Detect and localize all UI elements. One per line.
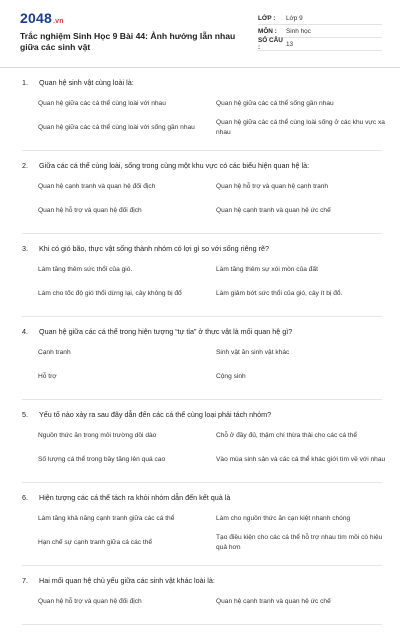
answer-option[interactable]: Quan hệ giữa các cá thể sống gần nhau [216, 100, 334, 107]
question-7 [22, 576, 382, 625]
logo-suffix: .vn [52, 18, 64, 25]
question-text: Giữa các cá thể cùng loài, sống trong cùng một khu vực có các biểu hiện quan hệ là: [39, 161, 310, 170]
question-3 [22, 244, 382, 317]
question-number: 2. [22, 161, 28, 170]
answer-option[interactable]: Làm tăng khả năng cạnh tranh giữa các cá thể [38, 515, 175, 522]
answer-option[interactable]: Cạnh tranh [38, 349, 71, 356]
answer-option[interactable]: Sinh vật ăn sinh vật khác [216, 349, 290, 356]
question-number: 4. [22, 327, 28, 336]
answer-option[interactable]: Chỗ ở đầy đủ, thậm chí thừa thải cho các cá thể [216, 432, 358, 439]
question-header [22, 244, 382, 254]
answer-option[interactable]: Quan hệ hỗ trợ và quan hệ đối địch [38, 598, 142, 605]
answer-options [38, 260, 382, 304]
answer-option[interactable]: Hỗ trợ [38, 373, 57, 380]
answer-option[interactable]: Làm cho tốc độ gió thổi dừng lại, cây không bị đổ [38, 290, 182, 297]
meta-row-grade [258, 12, 382, 25]
quiz-meta [258, 12, 382, 51]
meta-row-count [258, 38, 382, 51]
answer-option[interactable]: Hạn chế sự cạnh tranh giữa cá các thể [38, 539, 153, 546]
question-header [22, 78, 382, 88]
question-text: Hai mối quan hệ chủ yếu giữa các sinh vật khác loài là: [39, 576, 215, 585]
question-1 [22, 78, 385, 151]
answer-option[interactable]: Quan hệ giữa các cá thể cùng loài với nhau [38, 100, 166, 107]
question-4 [22, 327, 382, 400]
meta-key: SỐ CÂU : [258, 37, 283, 51]
question-number: 6. [22, 493, 28, 502]
meta-value: Sinh học [286, 27, 311, 35]
answer-options [38, 94, 385, 138]
question-number: 5. [22, 410, 28, 419]
answer-option[interactable]: Quan hệ hỗ trợ và quan hệ đối địch [38, 207, 142, 214]
logo-text: 2048 [20, 10, 52, 26]
meta-value: 13 [286, 40, 294, 48]
meta-key: MÔN : [258, 27, 277, 35]
answer-option[interactable]: Làm giảm bớt sức thổi của gió, cây ít bị đổ. [216, 290, 343, 297]
question-text: Quan hệ giữa các cá thể trong hiện tượng “tự tỉa” ở thực vật là mối quan hệ gì? [39, 327, 293, 336]
question-header [22, 493, 382, 503]
answer-option[interactable]: Quan hệ cạnh tranh và quan hệ đối địch [38, 183, 156, 190]
meta-key: LỚP : [258, 14, 276, 22]
question-header [22, 410, 382, 420]
question-number: 3. [22, 244, 28, 253]
page-title: Trắc nghiệm Sinh Học 9 Bài 44: Ảnh hưởng lẫn nhau giữa các sinh vật [20, 31, 236, 52]
answer-option[interactable]: Quan hệ cạnh tranh và quan hệ ức chế [216, 598, 331, 605]
answer-option[interactable]: Quan hệ cạnh tranh và quan hệ ức chế [216, 207, 331, 214]
question-text: Hiện tượng các cá thể tách ra khỏi nhóm dẫn đến kết quả là [39, 493, 231, 502]
answer-options [38, 177, 382, 221]
answer-option[interactable]: Làm tăng thêm sức thổi của gió. [38, 266, 133, 273]
answer-option[interactable]: Tạo điều kiện cho các cá thể hỗ trợ nhau tìm mồi có hiệu quả hơn [216, 534, 383, 551]
answer-option[interactable]: Làm tăng thêm sự xói mòn của đất [216, 266, 318, 273]
answer-options [38, 592, 382, 612]
question-header [22, 576, 382, 586]
page-header [0, 0, 400, 68]
question-list [0, 78, 400, 635]
answer-option[interactable]: Quan hệ hỗ trợ và quan hệ cạnh tranh [216, 183, 329, 190]
question-text: Yếu tố nào xảy ra sau đây dẫn đến các cá thể cùng loại phải tách nhóm? [39, 410, 272, 419]
answer-option[interactable]: Nguồn thức ăn trong môi trường dồi dào [38, 432, 157, 439]
question-5 [22, 410, 386, 483]
question-number: 1. [22, 78, 28, 87]
answer-options [38, 343, 382, 387]
answer-option[interactable]: Quan hệ giữa các cá thể cùng loài sống ở các khu vực xa nhau [216, 119, 385, 136]
question-header [22, 161, 382, 171]
question-text: Quan hệ sinh vật cùng loài là: [39, 78, 134, 87]
site-logo[interactable] [20, 10, 64, 26]
answer-option[interactable]: Quan hệ giữa các cá thể cùng loài với sống gần nhau [38, 124, 195, 131]
answer-options [38, 509, 382, 553]
answer-option[interactable]: Số lượng cá thể trong bầy tăng lên quá cao [38, 456, 166, 463]
question-number: 7. [22, 576, 28, 585]
question-text: Khi có gió bão, thực vật sống thành nhóm có lợi gì so với sống riêng rẽ? [39, 244, 269, 253]
meta-value: Lớp 9 [286, 14, 303, 22]
answer-option[interactable]: Làm cho nguồn thức ăn cạn kiệt nhanh chóng [216, 515, 351, 522]
answer-options [38, 426, 386, 470]
question-2 [22, 161, 382, 234]
question-6 [22, 493, 382, 566]
question-header [22, 327, 382, 337]
answer-option[interactable]: Cộng sinh [216, 373, 246, 380]
answer-option[interactable]: Vào mùa sinh sản và các cá thể khác giới tìm về với nhau [216, 456, 386, 463]
